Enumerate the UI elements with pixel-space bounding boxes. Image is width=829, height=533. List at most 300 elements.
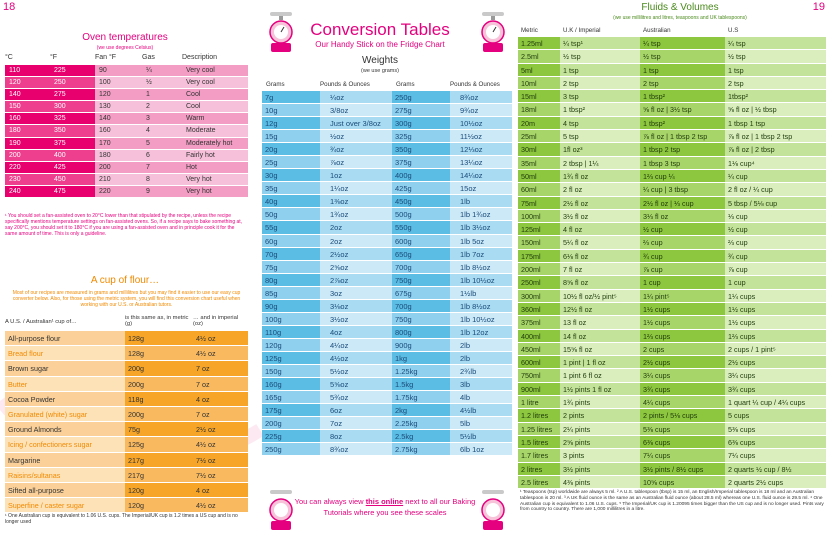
fluids-cell: 2 fl oz / ¼ cup xyxy=(725,183,826,195)
cup-cell: 200g xyxy=(125,361,193,375)
weights-cell: 25g xyxy=(262,156,320,168)
fluids-row xyxy=(518,170,826,183)
cup-cell: 200g xyxy=(125,407,193,421)
fluids-cell: 20m xyxy=(518,117,560,129)
fluids-cell: 12½ fl oz xyxy=(560,303,640,315)
weights-cell: 4oz xyxy=(320,326,392,338)
cup-header-3: … and in imperial (oz) xyxy=(193,315,239,328)
fluids-cell: 360ml xyxy=(518,303,560,315)
weights-cell: 1lb 5oz xyxy=(450,235,512,247)
fluids-footnote: ¹ Teaspoons (tsp) worldwide are always 5 ml. ² A U.S. tablespoon (tbsp) is 15 ml, an English/Imperial tablespoon is 18 ml and an Australian tablespoon is 20 ml. ³ A UK fluid ounce is the same as an Australian fluid ounce (about 28.5 ml) whereas one U.S. fluid ounce is 29.5 ml. ⁴ One Australian cup is equivalent to 1.06 U.S. cups. ⁵ The Imperial/UK cup is 1.20095 times bigger than the US cup and is no longer used. Pints vary from country to country. There are 1,000 millilitres in a litre. xyxy=(520,490,824,513)
oven-header-c: °C xyxy=(5,54,13,61)
weights-cell: 350g xyxy=(392,143,450,155)
fluids-cell: ¼ tsp¹ xyxy=(560,37,640,49)
fluids-row xyxy=(518,223,826,236)
fluids-cell: 13 fl oz xyxy=(560,316,640,328)
fluids-cell: 1.25ml xyxy=(518,37,560,49)
fluids-cell: 1 pint | 1 fl oz xyxy=(560,356,640,368)
fluids-cell: ½ tsp xyxy=(725,50,826,62)
weights-cell: 250g xyxy=(262,443,320,455)
fluids-cell: 3¼ cups xyxy=(640,369,725,381)
fluids-cell: 200ml xyxy=(518,263,560,275)
fluids-cell: 3½ fl oz xyxy=(560,210,640,222)
weights-cell: 700g xyxy=(392,300,450,312)
fluids-cell: 25ml xyxy=(518,130,560,142)
cup-cell: Ground Almonds xyxy=(5,422,125,436)
fluids-cell: 2 tbsp | 1¼ xyxy=(560,157,640,169)
oven-cell: 150 xyxy=(5,101,50,112)
fluids-row xyxy=(518,276,826,289)
oven-cell: 1 xyxy=(142,89,182,100)
fluids-cell: 30ml xyxy=(518,143,560,155)
fluids-cell: 1 tbsp 1 tsp xyxy=(725,117,826,129)
oven-cell: 375 xyxy=(50,138,95,149)
fluids-cell: ¼ tsp xyxy=(640,37,725,49)
oven-cell: 7 xyxy=(142,162,182,173)
oven-row xyxy=(5,113,248,125)
fluids-cell: 4¼ cups xyxy=(640,396,725,408)
oven-cell: Cool xyxy=(182,89,248,100)
fluids-cell: ½ tsp xyxy=(560,50,640,62)
oven-row xyxy=(5,65,248,77)
oven-header xyxy=(5,54,248,61)
weights-row xyxy=(262,143,512,156)
fluids-cell: 1 cup xyxy=(640,276,725,288)
fluids-row xyxy=(518,476,826,489)
oven-cell: Very cool xyxy=(182,77,248,88)
oven-cell: ½ xyxy=(142,77,182,88)
fluids-table xyxy=(518,37,826,489)
weights-cell: 650g xyxy=(392,248,450,260)
fluids-cell: 1½ cups xyxy=(725,316,826,328)
page-subtitle: Our Handy Stick on the Fridge Chart xyxy=(315,40,445,49)
oven-cell: 190 xyxy=(5,138,50,149)
weights-cell: 1¾oz xyxy=(320,208,392,220)
fluids-row xyxy=(518,90,826,103)
weights-cell: 700g xyxy=(392,261,450,273)
cup-cell: 120g xyxy=(125,483,193,497)
fluids-row xyxy=(518,290,826,303)
fluids-cell: 1 cup xyxy=(725,276,826,288)
fluids-cell: 14 fl oz xyxy=(560,330,640,342)
cup-cell: Raisins/sultanas xyxy=(5,468,125,482)
oven-cell: 9 xyxy=(142,186,182,197)
cup-cell: Margarine xyxy=(5,453,125,467)
weights-cell: 3⅛oz xyxy=(320,300,392,312)
weights-cell: ½oz xyxy=(320,130,392,142)
fluids-row xyxy=(518,463,826,476)
oven-cell: 4 xyxy=(142,125,182,136)
fluids-cell: 150ml xyxy=(518,236,560,248)
oven-cell: 110 xyxy=(5,65,50,76)
oven-cell: Very hot xyxy=(182,174,248,185)
weights-row xyxy=(262,404,512,417)
weights-cell: 2⅞oz xyxy=(320,274,392,286)
oven-cell: Very cool xyxy=(182,65,248,76)
kitchen-scale-icon xyxy=(480,488,506,532)
weights-row xyxy=(262,443,512,456)
cup-cell: 118g xyxy=(125,392,193,406)
fluids-row xyxy=(518,383,826,396)
fluids-cell: 18ml xyxy=(518,103,560,115)
page-title: Conversion Tables xyxy=(310,20,450,39)
oven-cell: Very hot xyxy=(182,186,248,197)
fluids-cell: 1 tbsp² xyxy=(640,90,725,102)
weights-row xyxy=(262,339,512,352)
fluids-cell: 1.2 litres xyxy=(518,409,560,421)
fluids-cell: 1.7 litres xyxy=(518,449,560,461)
weights-cell: 675g xyxy=(392,287,450,299)
fluids-cell: 900ml xyxy=(518,383,560,395)
oven-cell: 3 xyxy=(142,113,182,124)
oven-cell: 425 xyxy=(50,162,95,173)
fluids-row xyxy=(518,103,826,116)
fluids-cell: ¼ tsp xyxy=(725,37,826,49)
fluids-row xyxy=(518,37,826,50)
fluids-cell: 400ml xyxy=(518,330,560,342)
weights-cell: 110g xyxy=(262,326,320,338)
fluids-row xyxy=(518,449,826,462)
cup-row xyxy=(5,407,248,422)
fluids-row xyxy=(518,236,826,249)
fluids-cell: 1.5 litres xyxy=(518,436,560,448)
weights-cell: 80g xyxy=(262,274,320,286)
fluids-cell: 2 tsp xyxy=(560,77,640,89)
weights-cell: 60g xyxy=(262,235,320,247)
weights-row xyxy=(262,156,512,169)
oven-cell: Cool xyxy=(182,101,248,112)
weights-table xyxy=(262,91,512,456)
fluids-row xyxy=(518,183,826,196)
oven-cell: ¼ xyxy=(142,65,182,76)
fluids-cell: 1¾ fl oz xyxy=(560,170,640,182)
weights-cell: 500g xyxy=(392,208,450,220)
fluids-row xyxy=(518,423,826,436)
weights-cell: 160g xyxy=(262,378,320,390)
oven-header-gas: Gas xyxy=(142,54,155,61)
fluids-cell: 2 fl oz xyxy=(560,183,640,195)
oven-cell: 8 xyxy=(142,174,182,185)
cup-cell: Cocoa Powder xyxy=(5,392,125,406)
weights-cell: 5¾oz xyxy=(320,391,392,403)
cup-cell: 4½ oz xyxy=(193,331,248,345)
fluids-cell: 2½ cups xyxy=(640,356,725,368)
weights-cell: 12g xyxy=(262,117,320,129)
weights-cell: 1lb xyxy=(450,195,512,207)
fluids-cell: 3¾ cups xyxy=(725,383,826,395)
fluids-cell: 1½ pints 1 fl oz xyxy=(560,383,640,395)
fluids-cell: ¾ cup xyxy=(640,250,725,262)
oven-header-f: °F xyxy=(50,54,58,61)
oven-cell: 200 xyxy=(5,150,50,161)
oven-row xyxy=(5,77,248,89)
oven-row xyxy=(5,89,248,101)
fluids-cell: ¾ cup xyxy=(725,250,826,262)
fluids-cell: 2½ fl oz xyxy=(560,197,640,209)
fluids-subtitle: (we use millilitres and litres, teaspoons and UK tablespoons) xyxy=(613,15,747,21)
weights-cell: 2.5kg xyxy=(392,430,450,442)
oven-row xyxy=(5,138,248,150)
fluids-row xyxy=(518,197,826,210)
cup-header-1: A U.S. / Australian¹ cup of… xyxy=(5,319,77,325)
oven-cell: 100 xyxy=(95,77,142,88)
weights-cell: 150g xyxy=(262,365,320,377)
weights-row xyxy=(262,208,512,221)
cup-cell: 200g xyxy=(125,377,193,391)
weights-cell: 11½oz xyxy=(450,130,512,142)
cup-row xyxy=(5,346,248,361)
cup-row xyxy=(5,437,248,452)
fluids-cell: 35ml xyxy=(518,157,560,169)
weights-cell: 30g xyxy=(262,169,320,181)
oven-cell: 475 xyxy=(50,186,95,197)
fluids-cell: 75ml xyxy=(518,197,560,209)
weights-row xyxy=(262,391,512,404)
weights-cell: 2oz xyxy=(320,221,392,233)
weights-cell: 300g xyxy=(392,117,450,129)
oven-cell: 350 xyxy=(50,125,95,136)
weights-row xyxy=(262,417,512,430)
weights-cell: 1lb 12oz xyxy=(450,326,512,338)
weights-cell: 1lb 10½oz xyxy=(450,274,512,286)
fluids-cell: 4 tsp xyxy=(560,117,640,129)
oven-cell: 120 xyxy=(95,89,142,100)
fluids-cell: 15⅝ fl oz xyxy=(560,343,640,355)
fluids-cell: ⅔ cup xyxy=(725,236,826,248)
fluids-cell: 10ml xyxy=(518,77,560,89)
weights-cell: 55g xyxy=(262,221,320,233)
fluids-cell: 3½ pints / 8½ cups xyxy=(640,463,725,475)
fluids-cell: 5⅜ cups xyxy=(640,423,725,435)
fluids-row xyxy=(518,303,826,316)
weights-cell: 3½oz xyxy=(320,313,392,325)
weights-cell: 175g xyxy=(262,404,320,416)
weights-cell: 8oz xyxy=(320,430,392,442)
weights-cell: 600g xyxy=(392,235,450,247)
fluids-row xyxy=(518,77,826,90)
cup-cell: Sifted all-purpose xyxy=(5,483,125,497)
fluids-cell: 2 litres xyxy=(518,463,560,475)
oven-row xyxy=(5,174,248,186)
weights-row xyxy=(262,300,512,313)
fluids-cell: 1 tsp xyxy=(725,64,826,76)
fluids-cell: 6⅜ cups xyxy=(640,436,725,448)
weights-cell: 225g xyxy=(262,430,320,442)
fluids-cell: ⅞ fl oz | 1 tbsp 2 tsp xyxy=(725,130,826,142)
weights-cell: 3lb xyxy=(450,378,512,390)
fluids-cell: 2⅝ pints xyxy=(560,436,640,448)
fluids-cell: 1tbsp² xyxy=(725,90,826,102)
cup-cell: 125g xyxy=(125,437,193,451)
fluids-cell: 60ml xyxy=(518,183,560,195)
cup-title: A cup of flour… xyxy=(90,275,160,286)
fluids-row xyxy=(518,157,826,170)
weights-cell: 40g xyxy=(262,195,320,207)
weights-cell: 1lb 3½oz xyxy=(450,221,512,233)
fluids-cell: ½ cup xyxy=(725,223,826,235)
weights-cell: 1kg xyxy=(392,352,450,364)
oven-cell: 5 xyxy=(142,138,182,149)
fluids-cell: 1 tbsp² xyxy=(560,103,640,115)
weights-row xyxy=(262,117,512,130)
cup-header xyxy=(5,315,248,328)
fluids-cell: 1 litre xyxy=(518,396,560,408)
fluids-cell: 1⅔ cups xyxy=(640,330,725,342)
weights-cell: 12⅓oz xyxy=(450,143,512,155)
fluids-row xyxy=(518,316,826,329)
oven-cell: 140 xyxy=(5,89,50,100)
cup-cell: Bread flour xyxy=(5,346,125,360)
cup-intro: Most of our recipes are measured in grams and millilitres but you may find it easier to use our easy cup converter below. Also, for those using the metric system, you will find this conversion chart useful when working with our U.S. or Australian tutors. xyxy=(12,290,241,308)
weights-cell: 1lb 1¾oz xyxy=(450,208,512,220)
weights-cell: 15oz xyxy=(450,182,512,194)
fluids-cell: 2.5ml xyxy=(518,50,560,62)
weights-cell: 90g xyxy=(262,300,320,312)
weights-cell: 450g xyxy=(392,195,450,207)
weights-cell: 9¾oz xyxy=(450,104,512,116)
fluids-cell: 2¼ pints xyxy=(560,423,640,435)
fluids-row xyxy=(518,210,826,223)
weights-cell: 750g xyxy=(392,274,450,286)
fluids-cell: 1⅔ cups xyxy=(725,330,826,342)
fluids-cell: 1⅛ cup⁴ xyxy=(725,157,826,169)
weights-row xyxy=(262,378,512,391)
weights-cell: 35g xyxy=(262,182,320,194)
weights-header-lboz-1: Pounds & Ounces xyxy=(320,81,370,88)
fluids-cell: 2 pints xyxy=(560,409,640,421)
weights-row xyxy=(262,430,512,443)
oven-cell: Warm xyxy=(182,113,248,124)
weights-cell: 275g xyxy=(392,104,450,116)
fluids-title: Fluids & Volumes xyxy=(641,2,719,13)
weights-row xyxy=(262,221,512,234)
cup-cell: 217g xyxy=(125,468,193,482)
cup-cell: 75g xyxy=(125,422,193,436)
oven-cell: 200 xyxy=(95,162,142,173)
weights-cell: 1lb 7oz xyxy=(450,248,512,260)
fluids-cell: 2½ cups xyxy=(725,356,826,368)
fluids-cell: 8⅝ fl oz xyxy=(560,276,640,288)
weights-cell: 200g xyxy=(262,417,320,429)
weights-row xyxy=(262,261,512,274)
fluids-cell: ¼ cup | 3 tbsp xyxy=(640,183,725,195)
oven-cell: 275 xyxy=(50,89,95,100)
weights-cell: 75g xyxy=(262,261,320,273)
weights-row xyxy=(262,274,512,287)
fluids-cell: 3½ pints xyxy=(560,463,640,475)
view-online-link[interactable]: this online xyxy=(365,497,404,506)
weights-cell: 100g xyxy=(262,313,320,325)
weights-cell: 250g xyxy=(392,91,450,103)
weights-cell: 3/8oz xyxy=(320,104,392,116)
oven-cell: Moderate xyxy=(182,125,248,136)
weights-cell: 2kg xyxy=(392,404,450,416)
fluids-cell: ⅓ cup xyxy=(725,210,826,222)
weights-header-lboz-2: Pounds & Ounces xyxy=(450,81,500,88)
weights-row xyxy=(262,365,512,378)
fluids-row xyxy=(518,396,826,409)
fluids-cell: 3⅓ fl oz xyxy=(640,210,725,222)
weights-cell: 5½lb xyxy=(450,430,512,442)
fluids-cell: 1¼ pint⁵ xyxy=(640,290,725,302)
fluids-row xyxy=(518,64,826,77)
fluids-cell: 2 quarts ½ cup / 8½ xyxy=(725,463,826,475)
weights-cell: 550g xyxy=(392,221,450,233)
weights-cell: 125g xyxy=(262,352,320,364)
oven-cell: 160 xyxy=(95,125,142,136)
oven-cell: 180 xyxy=(5,125,50,136)
fluids-cell: 1 pint 6 fl oz xyxy=(560,369,640,381)
weights-cell: 1.25kg xyxy=(392,365,450,377)
weights-row xyxy=(262,235,512,248)
weights-cell: 2½oz xyxy=(320,248,392,260)
cup-cell: 120g xyxy=(125,498,193,512)
fluids-header-us: U.S xyxy=(728,27,739,34)
weights-cell: 1lb 8½oz xyxy=(450,261,512,273)
fluids-row xyxy=(518,130,826,143)
fluids-row xyxy=(518,117,826,130)
weights-cell: 2.75kg xyxy=(392,443,450,455)
fluids-row xyxy=(518,263,826,276)
cup-row xyxy=(5,422,248,437)
oven-subtitle: (we use degrees Celsius) xyxy=(96,45,154,51)
weights-cell: 14¼oz xyxy=(450,169,512,181)
oven-cell: 6 xyxy=(142,150,182,161)
fluids-cell: ⅝ fl oz | 3½ tsp xyxy=(640,103,725,115)
oven-cell: 325 xyxy=(50,113,95,124)
oven-cell: 220 xyxy=(5,162,50,173)
weights-row xyxy=(262,195,512,208)
fluids-cell: 125ml xyxy=(518,223,560,235)
weights-cell: 6lb 1oz xyxy=(450,443,512,455)
weights-cell: 1.5kg xyxy=(392,378,450,390)
weights-row xyxy=(262,287,512,300)
fluids-cell: 1.25 litres xyxy=(518,423,560,435)
weights-cell: ¾oz xyxy=(320,143,392,155)
fluids-cell: 1 tbsp 3 tsp xyxy=(640,157,725,169)
weights-row xyxy=(262,130,512,143)
fluids-row xyxy=(518,50,826,63)
cup-cell: 4 oz xyxy=(193,483,248,497)
oven-cell: 230 xyxy=(5,174,50,185)
cup-footnote: ¹ One Australian cup is equivalent to 1.06 U.S. cups. The Imperial/UK cup is 1.2 times a US cup and is no longer used xyxy=(5,513,238,525)
weights-row xyxy=(262,91,512,104)
weights-cell: 1½lb xyxy=(450,287,512,299)
fluids-cell: 10½ fl oz/½ pint⁵ xyxy=(560,290,640,302)
weights-cell: 1¼oz xyxy=(320,182,392,194)
fluids-cell: 2 tsp xyxy=(640,77,725,89)
oven-cell: 225 xyxy=(50,65,95,76)
fluids-header xyxy=(518,27,826,34)
oven-row xyxy=(5,150,248,162)
weights-header-grams-1: Grams xyxy=(266,81,285,88)
fluids-cell: 1 quart ¼ cup / 4¼ cups xyxy=(725,396,826,408)
weights-cell: 400g xyxy=(392,169,450,181)
oven-cell: 450 xyxy=(50,174,95,185)
fluids-cell: ⅞ cup xyxy=(640,263,725,275)
fluids-cell: 450ml xyxy=(518,343,560,355)
fluids-cell: 7 fl oz xyxy=(560,263,640,275)
weights-cell: 15g xyxy=(262,130,320,142)
weights-cell: 4lb xyxy=(450,391,512,403)
cup-cell: Superfine / caster sugar xyxy=(5,498,125,512)
fluids-cell: 5¼ fl oz xyxy=(560,236,640,248)
weights-cell: 1.75kg xyxy=(392,391,450,403)
cup-cell: 2½ oz xyxy=(193,422,248,436)
oven-cell: 220 xyxy=(95,186,142,197)
fluids-cell: 5 tbsp / 5⅛ cup xyxy=(725,197,826,209)
fluids-cell: 1 tsp xyxy=(640,64,725,76)
